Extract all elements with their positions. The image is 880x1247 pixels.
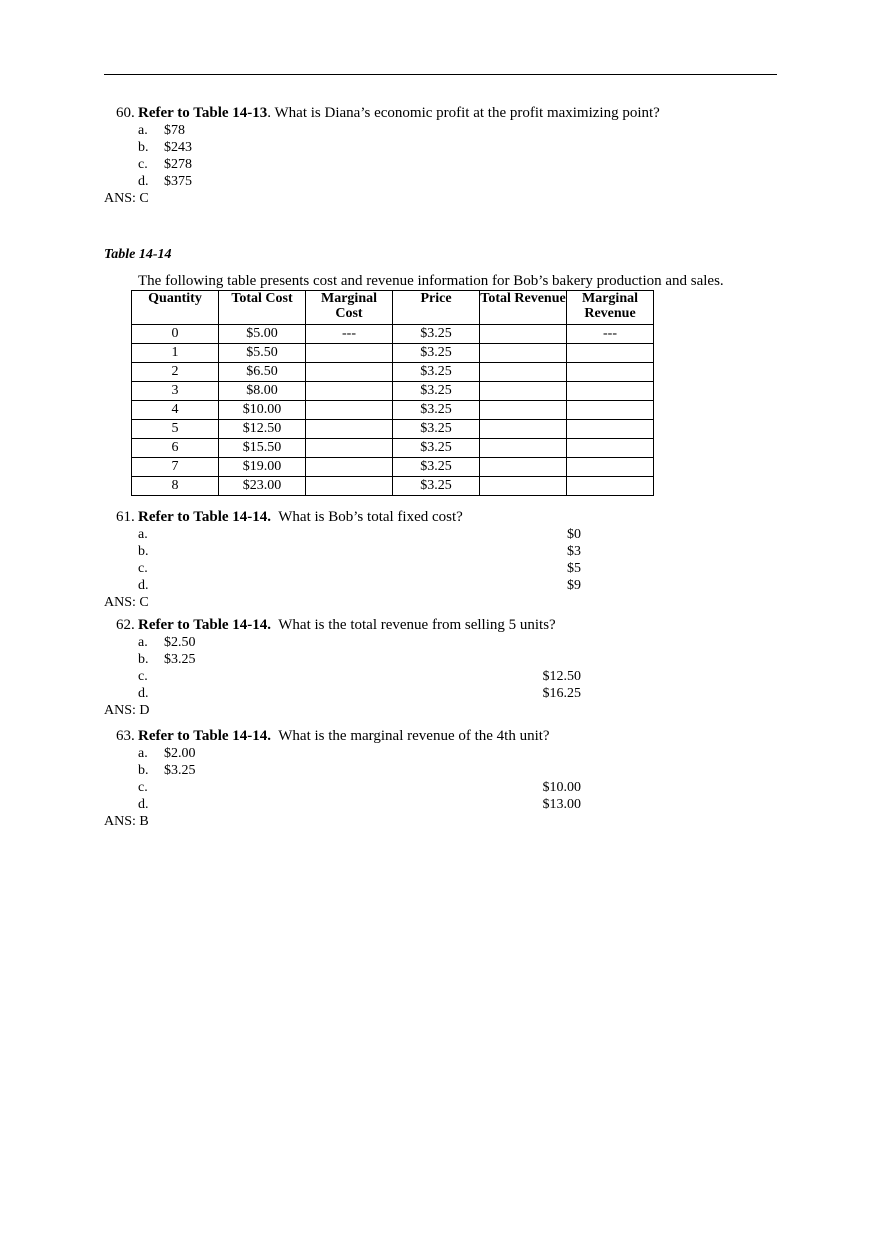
table-cell: $10.00 bbox=[219, 401, 306, 420]
question-text: What is the marginal revenue of the 4th unit? bbox=[271, 728, 550, 744]
option-a bbox=[104, 122, 777, 139]
table-cell bbox=[567, 363, 654, 382]
option-value: $16.25 bbox=[542, 686, 581, 701]
option-value: $2.00 bbox=[164, 746, 196, 761]
question-number: 63. bbox=[116, 728, 135, 744]
table-row bbox=[132, 439, 654, 458]
question-63-prompt bbox=[104, 728, 777, 745]
table-cell: $3.25 bbox=[393, 325, 480, 344]
question-text: What is the total revenue from selling 5 units? bbox=[271, 617, 556, 633]
question-61 bbox=[104, 509, 777, 611]
option-letter: a. bbox=[138, 746, 148, 761]
question-reference: Refer to Table 14-14. bbox=[138, 617, 272, 633]
answer-key: ANS: C bbox=[104, 595, 149, 610]
option-d bbox=[104, 796, 777, 813]
option-c bbox=[104, 156, 777, 173]
table-cell: 1 bbox=[132, 344, 219, 363]
table-cell: $3.25 bbox=[393, 401, 480, 420]
option-a bbox=[104, 745, 777, 762]
option-value: $9 bbox=[567, 578, 581, 593]
cost-revenue-table bbox=[131, 290, 654, 496]
table-cell: --- bbox=[306, 325, 393, 344]
table-row bbox=[132, 401, 654, 420]
table-cell bbox=[306, 477, 393, 496]
table-cell bbox=[480, 458, 567, 477]
header-total-revenue: Total Revenue bbox=[480, 291, 567, 325]
question-number: 60. bbox=[116, 105, 135, 121]
option-letter: b. bbox=[138, 140, 149, 155]
option-letter: d. bbox=[138, 686, 149, 701]
table-cell: $3.25 bbox=[393, 439, 480, 458]
table-cell: $8.00 bbox=[219, 382, 306, 401]
table-cell: 5 bbox=[132, 420, 219, 439]
table-cell: $12.50 bbox=[219, 420, 306, 439]
answer-key: ANS: B bbox=[104, 814, 149, 829]
table-row bbox=[132, 458, 654, 477]
table-cell: 3 bbox=[132, 382, 219, 401]
option-value: $3.25 bbox=[164, 652, 196, 667]
header-total-cost: Total Cost bbox=[219, 291, 306, 325]
option-letter: c. bbox=[138, 780, 148, 795]
table-cell bbox=[480, 420, 567, 439]
header-marginal-revenue: Marginal Revenue bbox=[567, 291, 654, 325]
table-cell: 7 bbox=[132, 458, 219, 477]
option-value: $3.25 bbox=[164, 763, 196, 778]
option-value: $2.50 bbox=[164, 635, 196, 650]
table-cell: $23.00 bbox=[219, 477, 306, 496]
option-letter: b. bbox=[138, 652, 149, 667]
table-row bbox=[132, 325, 654, 344]
table-row bbox=[132, 363, 654, 382]
option-value: $13.00 bbox=[542, 797, 581, 812]
table-cell bbox=[306, 401, 393, 420]
table-cell bbox=[480, 477, 567, 496]
table-cell: $3.25 bbox=[393, 458, 480, 477]
option-c bbox=[104, 668, 777, 685]
header-price: Price bbox=[393, 291, 480, 325]
answer-key: ANS: C bbox=[104, 191, 149, 206]
table-cell: $3.25 bbox=[393, 344, 480, 363]
table-cell: 2 bbox=[132, 363, 219, 382]
table-caption: The following table presents cost and revenue information for Bob’s bakery production and sales. bbox=[138, 273, 724, 289]
option-letter: a. bbox=[138, 635, 148, 650]
answer-key: ANS: D bbox=[104, 703, 150, 718]
table-cell: $5.50 bbox=[219, 344, 306, 363]
page-header-rule bbox=[104, 74, 777, 75]
question-62 bbox=[104, 617, 777, 719]
question-61-prompt bbox=[104, 509, 777, 526]
option-letter: b. bbox=[138, 763, 149, 778]
option-letter: a. bbox=[138, 527, 148, 542]
table-cell: --- bbox=[567, 325, 654, 344]
table-title: Table 14-14 bbox=[104, 247, 172, 262]
question-reference: Refer to Table 14-14. bbox=[138, 509, 272, 525]
option-value: $5 bbox=[567, 561, 581, 576]
option-letter: c. bbox=[138, 157, 148, 172]
question-number: 61. bbox=[116, 509, 135, 525]
question-number: 62. bbox=[116, 617, 135, 633]
option-value: $278 bbox=[164, 157, 192, 172]
header-quantity: Quantity bbox=[132, 291, 219, 325]
option-b bbox=[104, 762, 777, 779]
option-letter: d. bbox=[138, 174, 149, 189]
table-cell: $5.00 bbox=[219, 325, 306, 344]
table-cell: 4 bbox=[132, 401, 219, 420]
header-marginal-cost: Marginal Cost bbox=[306, 291, 393, 325]
option-letter: b. bbox=[138, 544, 149, 559]
table-cell bbox=[480, 344, 567, 363]
table-cell bbox=[306, 458, 393, 477]
table-row bbox=[132, 477, 654, 496]
option-value: $3 bbox=[567, 544, 581, 559]
table-cell: $19.00 bbox=[219, 458, 306, 477]
option-letter: c. bbox=[138, 561, 148, 576]
option-value: $12.50 bbox=[542, 669, 581, 684]
option-d bbox=[104, 173, 777, 190]
table-cell bbox=[306, 439, 393, 458]
table-cell bbox=[306, 363, 393, 382]
table-cell bbox=[567, 420, 654, 439]
option-letter: d. bbox=[138, 797, 149, 812]
option-letter: a. bbox=[138, 123, 148, 138]
table-cell bbox=[567, 382, 654, 401]
question-62-prompt bbox=[104, 617, 777, 634]
table-cell: $3.25 bbox=[393, 382, 480, 401]
table-row bbox=[132, 382, 654, 401]
option-value: $10.00 bbox=[542, 780, 581, 795]
table-cell bbox=[480, 382, 567, 401]
option-value: $0 bbox=[567, 527, 581, 542]
option-c bbox=[104, 779, 777, 796]
table-cell: $15.50 bbox=[219, 439, 306, 458]
option-c bbox=[104, 560, 777, 577]
question-text: . What is Diana’s economic profit at the profit maximizing point? bbox=[267, 105, 660, 121]
table-cell: $6.50 bbox=[219, 363, 306, 382]
table-cell: 6 bbox=[132, 439, 219, 458]
option-a bbox=[104, 634, 777, 651]
table-cell bbox=[567, 344, 654, 363]
table-cell bbox=[567, 458, 654, 477]
table-cell: 0 bbox=[132, 325, 219, 344]
option-b bbox=[104, 139, 777, 156]
table-cell: $3.25 bbox=[393, 363, 480, 382]
option-a bbox=[104, 526, 777, 543]
option-b bbox=[104, 651, 777, 668]
question-reference: Refer to Table 14-14. bbox=[138, 728, 272, 744]
table-cell: $3.25 bbox=[393, 477, 480, 496]
option-value: $375 bbox=[164, 174, 192, 189]
table-cell bbox=[306, 382, 393, 401]
table-header-row bbox=[132, 291, 654, 325]
table-cell bbox=[567, 477, 654, 496]
table-cell bbox=[480, 363, 567, 382]
option-value: $78 bbox=[164, 123, 185, 138]
question-60-prompt bbox=[104, 105, 777, 122]
table-cell bbox=[306, 420, 393, 439]
table-cell bbox=[306, 344, 393, 363]
table-cell bbox=[480, 439, 567, 458]
option-d bbox=[104, 577, 777, 594]
table-cell: $3.25 bbox=[393, 420, 480, 439]
table-cell bbox=[480, 325, 567, 344]
table-cell bbox=[567, 401, 654, 420]
table-row bbox=[132, 420, 654, 439]
question-reference: Refer to Table 14-13 bbox=[138, 105, 268, 121]
question-63 bbox=[104, 728, 777, 830]
question-text: What is Bob’s total fixed cost? bbox=[271, 509, 463, 525]
question-60 bbox=[104, 105, 777, 207]
table-cell: 8 bbox=[132, 477, 219, 496]
option-b bbox=[104, 543, 777, 560]
table-row bbox=[132, 344, 654, 363]
option-value: $243 bbox=[164, 140, 192, 155]
option-letter: d. bbox=[138, 578, 149, 593]
table-cell bbox=[567, 439, 654, 458]
table-cell bbox=[480, 401, 567, 420]
option-d bbox=[104, 685, 777, 702]
option-letter: c. bbox=[138, 669, 148, 684]
